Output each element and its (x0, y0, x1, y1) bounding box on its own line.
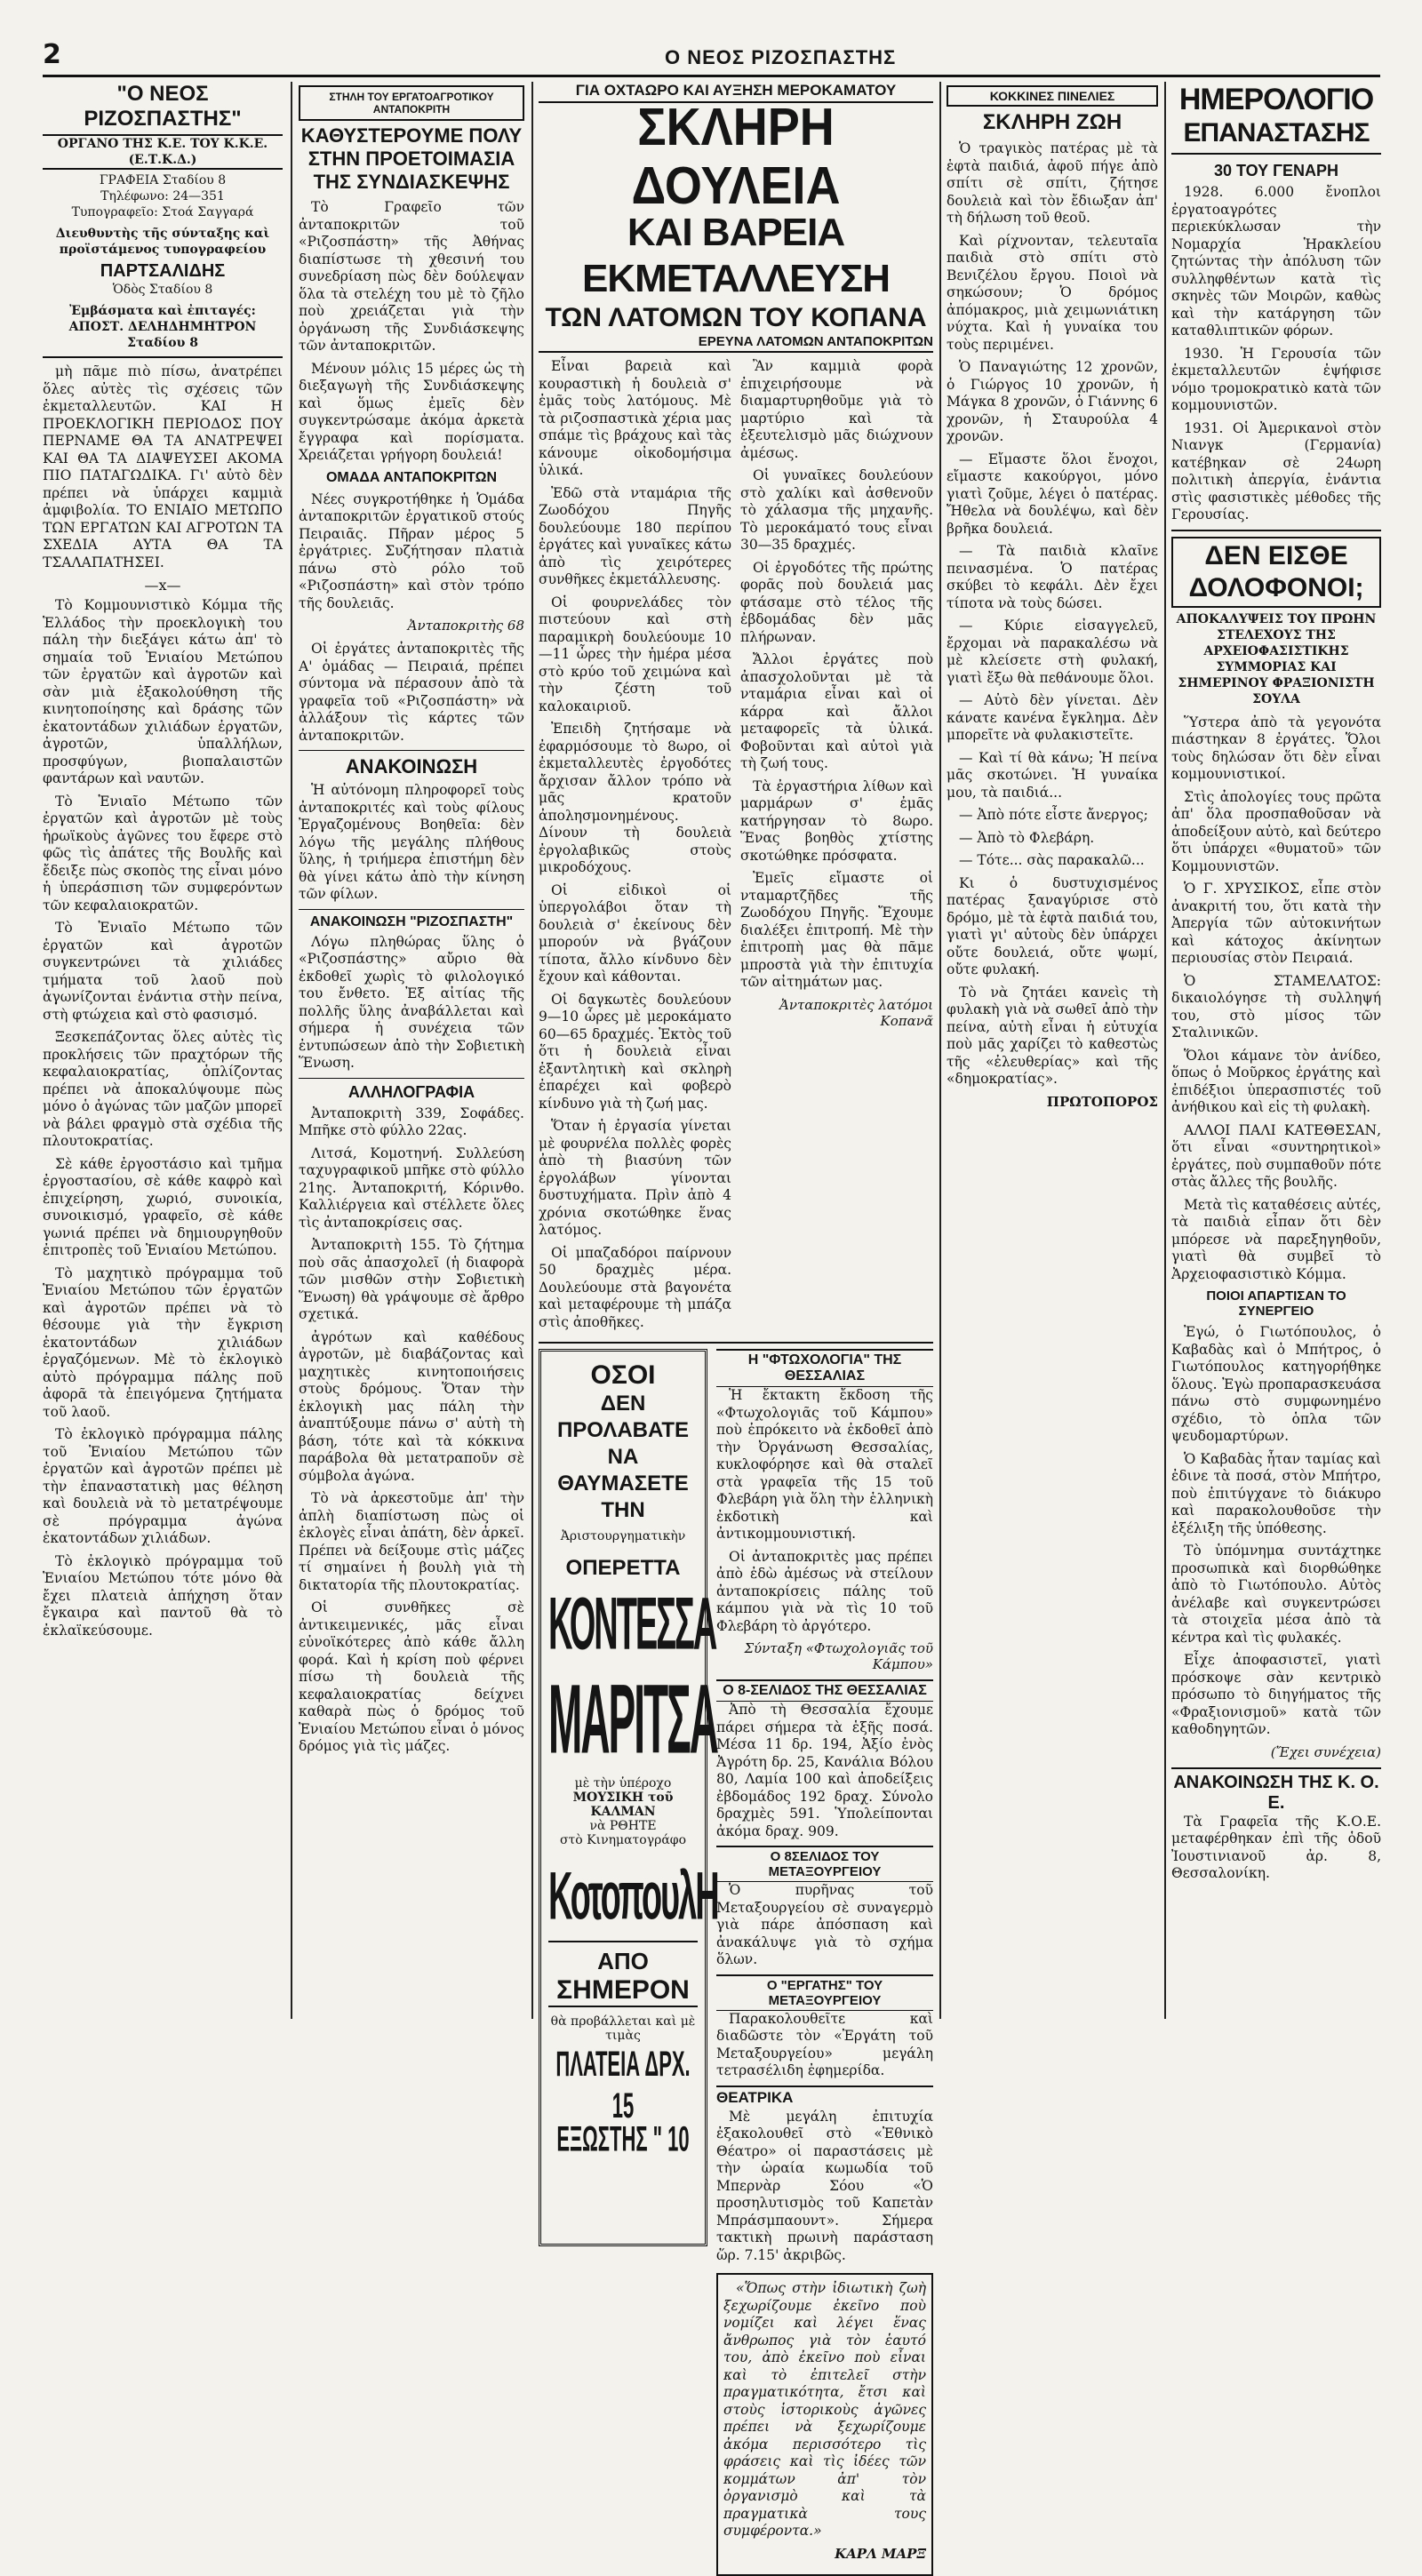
ad-line: ΣΗΜΕΡΟΝ (548, 1975, 698, 2007)
offices: ΓΡΑΦΕΙΑ Σταδίου 8 (99, 173, 227, 187)
divider (299, 1078, 524, 1079)
ad-line: μὲ τὴν ὑπέροχο (574, 1776, 672, 1790)
column-rule (291, 82, 292, 2019)
headline-2: ΚΑΙ ΒΑΡΕΙΑ ΕΚΜΕΤΑΛΛΕΥΣΗ (581, 211, 891, 300)
paragraph: Ἀπὸ τὴ Θεσσαλία ἔχουμε πάρει σήμερα τὰ ἑξῆς ποσά. Μέσα 11 δρ. 194, Ἀξίο ἐνὸς Ἀγρότη δρ. 25, Κανάλια Βόλου 80, Λαμία 100 καὶ ἀποδείξεις ἐβδομάδος 192 δραχ. Σύνολο δραχμὲς 591. Ὑπολείπονται ἀκόμα δραχ. 909. (716, 1702, 933, 1839)
column-4 (947, 82, 1158, 2019)
paragraph: Ὁ Γ. ΧΡΥΣΙΚΟΣ, εἶπε στὸν ἀνακριτή του, ὅτι κατὰ τὴν Ἀπεργία τῶν αὐτοκινήτων καὶ κάτοχος ἀκίνητων περιουσίας στὸν Πειραιά. (1171, 881, 1381, 966)
paragraph: Τὸ νὰ ζητάει κανεὶς τὴ φυλακὴ γιὰ νὰ σωθεῖ ἀπὸ τὴν πείνα, αὐτὴ εἶναι ἡ εὐτυχία ποὺ μᾶς χαρίζει τὸ καθεστὼς τῆς «ἐλευθερίας» καὶ τῆς «δημοκρατίας». (947, 984, 1158, 1087)
article-body (539, 358, 933, 1336)
ad-venue: ΚοτοπουλΗ (548, 1860, 718, 1935)
calendar-entry: 1930. Ἡ Γερουσία τῶν ἐκμεταλλευτῶν ἐψήφισε νόμο τρομοκρατικὸ κατὰ τῶν κομμουνιστῶν. (1171, 345, 1381, 413)
paragraph: Τὰ ἐργαστήρια λίθων καὶ μαρμάρων σ' ἐμᾶς κατήργησαν τὸ 8ωρο. Ἕνας βοηθὸς χτίστης σκοτώθηκε πρόσφατα. (740, 778, 933, 864)
paragraph: Οἱ ἐργοδότες τῆς πρώτης φορᾶς ποὺ δουλειά μας φτάσαμε στὸ τέλος τῆς ἐβδομάδας δὲν μᾶς πλήρωναν. (740, 559, 933, 645)
subheading: Ο 8-ΣΕΛΙΔΟΣ ΤΗΣ ΘΕΣΣΑΛΙΑΣ (716, 1679, 933, 1702)
paragraph: Ὕστερα ἀπὸ τὰ γεγονότα πιάστηκαν 8 ἐργάτες. Ὅλοι τοὺς δηλώσαν ὅτι δὲν εἶναι κομμουνιστικοί. (1171, 714, 1381, 782)
subheading: ΘΕΑΤΡΙΚΑ (716, 2086, 933, 2109)
headline-3: ΤΩΝ ΛΑΤΟΜΩΝ ΤΟΥ ΚΟΠΑΝΑ (545, 303, 927, 332)
calendar-entry: 1931. Οἱ Ἀμερικανοὶ στὸν Νιανγκ (Γερμανία) κατέβηκαν σὲ 24ωρη πολιτικὴ ἀπεργία, ἐνάντια στὶς φασιστικὲς μέθοδες τῆς Γερουσίας. (1171, 419, 1381, 522)
headline-sub: ΑΠΟΚΑΛΥΨΕΙΣ ΤΟΥ ΠΡΩΗΝ ΣΤΕΛΕΧΟΥΣ ΤΗΣ ΑΡΧΕΙΟΦΑΣΙΣΤΙΚΗΣ ΣΥΜΜΟΡΙΑΣ ΚΑΙ ΣΗΜΕΡΙΝΟΥ ΦΡΑΞΙΟΝΙΣΤΗ ΣΟΥΛΑ (1176, 611, 1377, 706)
paragraph: — Εἴμαστε ὅλοι ἔνοχοι, εἴμαστε κακούργοι, μόνο γιατὶ ζοῦμε, λέγει ὁ πατέρας. Ἤθελα νὰ δουλέψω, καὶ δὲν βρῆκα δουλειά. (947, 451, 1158, 537)
paragraph: Οἱ εἰδικοὶ οἱ ὑπεργολάβοι ὅταν τὴ δουλειὰ σ' ἐκείνους δὲν μπορούν νὰ βγάζουν τίποτα, ἄλλο κίνδυνο δὲν ἔχουν καὶ κάθονται. (539, 881, 731, 985)
headline: ΣΤΗΝ ΠΡΟΕΤΟΙΜΑΣΙΑ ΤΗΣ ΣΥΝΔΙΑΣΚΕΨΗΣ (308, 148, 515, 193)
paragraph: Τὸ νὰ ἀρκεστοῦμε ἀπ' τὴν ἀπλὴ διαπίστωση πὼς οἱ ἐκλογὲς εἶναι ἀπάτη, δὲν ἀρκεῖ. Πρέπει νὰ δείξουμε στὶς μάζες τί σημαίνει ἡ βουλὴ γιὰ τὴ δικτατορία τῆς πλουτοκρατίας. (299, 1490, 524, 1593)
paragraph: Λιτσά, Κομοτηνή. Συλλεύση ταχυγραφικοῦ μπῆκε στὸ φύλλο 21ης. Ἀνταποκριτή, Κόρινθο. Καλλιέργεια καὶ στέλλετε ὅλες τὶς ἀνταποκρίσεις σας. (299, 1144, 524, 1231)
ad-line: θὰ προβάλλεται καὶ μὲ (550, 2014, 696, 2029)
paragraph: Οἱ φουρνελάδες τὸν πιστεύουν καὶ στὴ παραμικρὴ δουλεύουμε 10—11 ὧρες τὴν ἡμέρα μέσα στὸ κρύο τοῦ χειμώνα καὶ τὴν ζέστη τοῦ καλοκαιριοῦ. (539, 594, 731, 714)
quote-box (716, 2273, 933, 2576)
paragraph: Εἶχε ἀποφασιστεῖ, γιατὶ πρόσκοψε σὰν κεντρικὸ πρόσωπο τὸ διηγήματος τῆς «Φραξιονισμοῦ» κατὰ τῶν καθοδηγητῶν. (1171, 1652, 1381, 1737)
subheading: ΑΝΑΚΟΙΝΩΣΗ (345, 755, 478, 778)
signature: Ἀνταποκριτὴς 68 (407, 618, 524, 634)
remittance-line: Ἐμβάσματα καὶ ἐπιταγές: ΑΠΟΣΤ. ΔΕΛΗΔΗΜΗΤΡΟΝ Σταδίου 8 (68, 304, 257, 350)
paragraph: — Τότε... σὰς παρακαλῶ... (959, 852, 1145, 868)
paragraph: Τὸ Ἑνιαῖο Μέτωπο τῶν ἐργατῶν καὶ ἀγροτῶν μὲ τοὺς ἡρωϊκοὺς ἀγῶνες του ἔφερε στὸ φῶς τὶς ἀπάτες τῆς Βουλῆς καὶ ἔδειξε πὼς σκοπὸς της εἶναι μόνο ἡ ὑπεράσπιση τῶν συμφερόντων τῶν κεφαλαιοκρατῶν. (43, 793, 283, 913)
ad-title-2: ΜΑΡΙΤΣΑ (548, 1663, 717, 1774)
paragraph: Ἐδῶ στὰ νταμάρια τῆς Ζωοδόχου Πηγῆς δουλεύουμε 180 περίπου ἐργάτες καὶ γυναῖκες κάτω ἀπὸ τὶς χειρότερες συνθῆκες ἐκμετάλλευσης. (539, 484, 731, 587)
paragraph: Τὰ Γραφεῖα τῆς Κ.Ο.Ε. μεταφέρθηκαν ἐπὶ τῆς ὁδοῦ Ἰουστινιανοῦ ἀρ. 8, Θεσσαλονίκη. (1171, 1813, 1381, 1881)
publication-info (43, 82, 283, 358)
ad-line: ΟΣΟΙ (590, 1360, 656, 1390)
paragraph: Ἡ ἔκτακτη ἔκδοση τῆς «Φτωχολογιᾶς τοῦ Κάμπου» ποὺ ἐπρόκειτο νὰ ἐκδοθεῖ ἀπὸ τὴν Ὀργάνωση Θεσσαλίας, κυκλοφόρησε καὶ θὰ σταλεῖ στὰ γραφεῖα τῆς 15 τοῦ Φλεβάρη γιὰ ὅλη τὴν ἑλληνικὴ ἐκδοτικὴ καὶ ἀντικομμουνιστική. (716, 1387, 933, 1542)
headline: ΔΕΝ ΕΙΣΘΕ ΔΟΛΟΦΟΝΟΙ; (1171, 537, 1381, 608)
ad-line: ΑΠΟ (548, 1941, 698, 1975)
column-rule (531, 82, 533, 2019)
paragraph: Τὸ ἐκλογικὸ πρόγραμμα πάλης τοῦ Ἑνιαίου Μετώπου τῶν ἐργατῶν καὶ ἀγροτῶν πρέπει μὲ τὴν ἐπαναστατικὴ μας θέληση καὶ δουλειὰ νὰ τὸ μετατρέψουμε σὲ πρόγραμμα ἀγώνα ἑκατοντάδων χιλιάδων. (43, 1426, 283, 1546)
headline: ΚΑΘΥΣΤΕΡΟΥΜΕ ΠΟΛΥ (300, 124, 523, 147)
paragraph: — Ἀπὸ πότε εἶστε ἄνεργος; (959, 807, 1148, 823)
paragraph: Οἱ ἀνταποκριτὲς μας πρέπει ἀπὸ ἐδὼ ἀμέσως νὰ στείλουν ἀνταποκρίσεις πάλης τοῦ κάμπου γιὰ νὰ τὶς 10 τοῦ Φλεβάρη τὸ ἀργότερο. (716, 1548, 933, 1634)
subheading: ΑΛΛΗΛΟΓΡΑΦΙΑ (348, 1082, 475, 1101)
paragraph: Καὶ ρίχνονταν, τελευταῖα παιδιὰ στὸ σπίτι στὸ Βενιζέλου ἔργου. Ποιοὶ νὰ σηκώσουν; Ὁ δρόμος ἀπόμακρος, μιὰ χειμωνιάτικη νύχτα. Καὶ ἡ γυναίκα του τοὺς περιμένει. (947, 232, 1158, 353)
divider (1171, 530, 1381, 531)
phone: Τηλέφωνο: 24—351 (100, 189, 225, 203)
paragraph: Τὸ Γραφεῖο τῶν ἀνταποκριτῶν τοῦ «Ριζοσπάστη» τῆς Ἀθήνας διαπίστωσε τὴ χθεσινή του συνεδρίαση πὼς δὲν δούλεψαν ὅλα τὰ στελέχη του μὲ τὸ ζῆλο ποὺ χρειάζεται γιὰ τὴν ὀργάνωση τῆς Συνδιάσκεψης τῶν ἀνταποκριτῶν. (299, 199, 524, 354)
lower-section (539, 1349, 933, 2576)
paragraph: Ὁ ΣΤΑΜΕΛΑΤΟΣ: δικαιολόγησε τὴ συλληψή του, στὸ μίσος τῶν Σταλινικῶν. (1171, 972, 1381, 1041)
ad-price: ΕΞΩΣΤΗΣ " 10 (556, 2118, 690, 2159)
paragraph: Ὁ Καβαδὰς ἦταν ταμίας καὶ ἐδινε τὰ ποσά, στὸν Μπήτρο, ποὺ ἐπιτύγχανε τὸ διάκυρο καὶ παρακολουθοῦσε τὴν ἐξέλιξη τῆς ὑπόθεσης. (1171, 1450, 1381, 1536)
printshop: Τυπογραφεῖο: Στοά Σαγγαρά (71, 205, 254, 219)
signature: Ἀνταποκριτὲς λατόμοι Κοπανᾶ (779, 996, 933, 1029)
headline-1: ΣΚΛΗΡΗ ΔΟΥΛΕΙΑ (631, 98, 841, 215)
section-header: ΣΤΗΛΗ ΤΟΥ ΕΡΓΑΤΟΑΓΡΟΤΙΚΟΥ ΑΝΤΑΠΟΚΡΙΤΗ (299, 85, 524, 121)
paragraph: — Καὶ τί θὰ κάνω; Ἡ πείνα μᾶς σκοτώνει. Ἡ γυναίκα μου, τὰ παιδιά... (947, 749, 1158, 801)
ad-price: ΠΛΑΤΕΙΑ ΔΡΧ. 15 (555, 2044, 691, 2125)
director-name: ΠΑΡΤΣΑΛΙΔΗΣ (100, 261, 226, 281)
subheading: Η "ΦΤΩΧΟΛΟΓΙΑ" ΤΗΣ ΘΕΣΣΑΛΙΑΣ (716, 1349, 933, 1387)
subheading: ΑΝΑΚΟΙΝΩΣΗ ΤΗΣ Κ. Ο. Ε. (1171, 1767, 1381, 1814)
paragraph: Ἀνταποκριτὴ 339, Σοφάδες. Μπῆκε στὸ φύλλο 22ας. (299, 1105, 524, 1138)
paragraph: Οἱ συνθῆκες σὲ ἀντικειμενικές, μᾶς εἶναι εὐνοϊκότερες ἀπὸ κάθε ἄλλη φορά. Καὶ ἡ κρίση ποὺ φέρνει πίσω τὴ δουλειὰ τῆς κεφαλαιοκρατίας δείχνει καθαρὰ πὼς ὁ δρόμος τοῦ Ἑνιαίου Μετώπου εἶναι ὁ μόνος δρόμος γιὰ τὶς μάζες. (299, 1599, 524, 1754)
paragraph: — Τὰ παιδιὰ κλαῖνε πεινασμένα. Ὁ πατέρας σκύβει τὸ κεφάλι. Δὲν ἔχει τίποτα νὰ τοὺς δώσει. (947, 543, 1158, 611)
article-col-right (740, 358, 933, 1336)
director-address: Ὁδὸς Σταδίου 8 (112, 283, 213, 297)
paragraph: Οἱ γυναῖκες δουλεύουν στὸ χαλίκι καὶ ἀσθενοῦν τὸ χάλασμα τῆς μηχανῆς. Τὸ μεροκάματό τους εἶναι 30—35 δραχμές. (740, 467, 933, 553)
ad-line: ΝΑ ΘΑΥΜΑΣΕΤΕ (557, 1445, 689, 1495)
ad-line: νὰ ΡΘΗΤΕ (589, 1819, 657, 1833)
divider (299, 909, 524, 910)
subheading: ΑΝΑΚΟΙΝΩΣΗ "ΡΙΖΟΣΠΑΣΤΗ" (309, 913, 514, 929)
paragraph: Νέες συγκροτήθηκε ἡ Ὁμάδα ἀνταποκριτῶν ἐργατικοῦ στούς Πειραιᾶς. Πῆραν μέρος 5 ἐργάτριες. Συζήτησαν πλατιὰ πάνω στὸ ρόλο τοῦ «Ριζοσπάστη» καὶ στὸν τρόπο τῆς δουλειᾶς. (299, 490, 524, 611)
paragraph: Ὁ τραγικὸς πατέρας μὲ τὰ ἑφτὰ παιδιά, ἀφοῦ πήγε ἀπὸ σπίτι σὲ σπίτι, ζήτησε δουλειὰ καὶ τὸν ἔδιωξαν ἀπ' τὴ δήλωση τοῦ θεοῦ. (947, 140, 1158, 226)
subheading: ΟΜΑΔΑ ΑΝΤΑΠΟΚΡΙΤΩΝ (325, 469, 498, 485)
masthead (43, 39, 1380, 77)
column-5 (1171, 82, 1381, 2019)
paragraph: Οἱ δαγκωτὲς δουλεύουν 9—10 ὧρες μὲ μεροκάματο 60—65 δραχμές. Ἐκτὸς τοῦ ὅτι ἡ δουλειὰ εἶναι ἐξαντλητικὴ καὶ σκληρὴ ἐπαρέχει καὶ φοβερὸ κίνδυνο γιὰ τὴ ζωή μας. (539, 991, 731, 1112)
paragraph: Τὸ ἐκλογικὸ πρόγραμμα τοῦ Ἑνιαίου Μετώπου τότε μόνο θὰ ἔχει πλατειὰ ἀπήχηση ὅταν ἔγκαιρα καὶ παντοῦ θὰ τὸ ἐκλαϊκεύσουμε. (43, 1552, 283, 1639)
paper-title: "Ο ΝΕΟΣ ΡΙΖΟΣΠΑΣΤΗΣ" (84, 82, 242, 131)
continuation-note: (Ἔχει συνέχεια) (1270, 1743, 1381, 1760)
paragraph: Μένουν μόλις 15 μέρες ὡς τὴ διεξαγωγὴ τῆς Συνδιάσκεψης καὶ ὅμως ἐμεῖς δὲν συγκεντρώσαμε ἀκόμα ἀρκετὰ ἔγγραφα καὶ πορίσματα. Χρειάζεται γρήγορη δουλειά! (299, 360, 524, 463)
paragraph: Οἱ μπαζαδόροι παίρνουν 50 δραχμὲς μέρα. Δουλεύουμε στὰ βαγονέτα καὶ μεταφέρουμε τὴ μπάζα στὶς ἀποθῆκες. (539, 1244, 731, 1330)
signature: ΠΡΩΤΟΠΟΡΟΣ (1046, 1093, 1158, 1110)
ad-line: στὸ Κινηματογράφο (559, 1833, 687, 1847)
ad-line: ΟΠΕΡΕΤΤΑ (565, 1556, 681, 1580)
article-col-left (539, 358, 731, 1336)
paragraph: Ἂν καμμιὰ φορὰ ἐπιχειρήσουμε νὰ διαμαρτυρηθοῦμε γιὰ τὸ μαρτύριο καὶ τὰ ἐξευτελισμὸ μᾶς διώχνουν ἀμέσως. (740, 358, 933, 461)
paragraph: Μὲ μεγάλη ἐπιτυχία ἐξακολουθεῖ στὸ «Ἐθνικὸ Θέατρο» οἱ παραστάσεις μὲ τὴν ὡραία κωμωδία τοῦ Μπερνὰρ Σόου «Ὁ προσηλυτισμὸς τοῦ Καπετὰν Μπράσμπαουντ». Σήμερα τακτικὴ πρωινὴ παράσταση ὥρ. 7.15' ἀκριβῶς. (716, 2108, 933, 2263)
paragraph: Τὸ Κομμουνιστικὸ Κόμμα τῆς Ἑλλάδος τὴν προεκλογικὴ του πάλη τὴν διεξάγει κάτω ἀπ' τὸ σημαία τοῦ Ἑνιαίου Μετώπου τῶν ἐργατῶν καὶ ἀγροτῶν καὶ σὰν μιὰ ἐξακολούθηση τῆς κινητοποίησης καὶ δράσης τῶν ἑκατοντάδων χιλιάδων ἐργατῶν, ἀγροτῶν, ὑπαλλήλων, προσφύγων, βιοπαλαιστῶν φαντάρων καὶ ναυτῶν. (43, 597, 283, 786)
paragraph: Ἐγώ, ὁ Γιωτόπουλος, ὁ Καβαδὰς καὶ ὁ Μπήτρος, ὁ Γιωτόπουλος κατηγορήθηκε ὅλους. Ἐγὼ προπαρασκευάσα πάνω στὸ συμφωνημένο σχέδιο, τὸ ὁπλα τῶν ψευδομαρτύρων. (1171, 1324, 1381, 1444)
director-line: Διευθυντὴς τῆς σύνταξης καὶ προϊστάμενος τυπογραφείου (55, 227, 270, 257)
subhead: ΕΡΕΥΝΑ ΛΑΤΟΜΩΝ ΑΝΤΑΠΟΚΡΙΤΩΝ (539, 334, 933, 353)
calendar-entry: 1928. 6.000 ἔνοπλοι ἐργατοαγρότες περιεκύκλωσαν τὴν Νομαρχία Ἡρακλείου ζητώντας τὴν ἀπόλυση τῶν συλληφθέντων κατὰ τὶς σκηνὲς τῶν Μοιρῶν, καθὼς καὶ τὴν κατάργηση τῶν καταθλιπτικῶν φόρων. (1171, 184, 1381, 339)
ad-title-1: ΚΟΝΤΕΣΣΑ (548, 1583, 716, 1667)
paragraph: — Αὐτὸ δὲν γίνεται. Δὲν κάνατε κανένα ἔγκλημα. Δὲν μπορεῖτε νὰ φυλακιστεῖτε. (947, 692, 1158, 743)
paragraph: Ἡ αὐτόνομη πληροφορεῖ τοὺς ἀνταποκριτές καὶ τοὺς φίλους Ἐργαζομένους Βοηθεῖα: δὲν λόγω τῆς μεγάλης πλήθους ὕλης, ἡ τριήμερα ἐπιστήμη δὲν θὰ γίνει κάτω ἀπὸ τὴν κίνηση τῶν φίλων. (299, 782, 524, 902)
notices-column (716, 1349, 933, 2576)
ad-line: ΔΕΝ ΠΡΟΛΑΒΑΤΕ (556, 1392, 690, 1442)
ad-line: τιμὰς (605, 2029, 641, 2043)
calendar-title: ΗΜΕΡΟΛΟΓΙΟ (1178, 83, 1374, 116)
paragraph: Εἶναι βαρειὰ καὶ κουραστικὴ ἡ δουλειὰ σ' ἐμᾶς τοὺς λατόμους. Μὲ τὰ ριζοσπαστικὰ χέρια μας σπάμε τὶς βράχους καὶ τὰς κάνουμε οἰκοδομήσιμα ὑλικά. (539, 358, 731, 478)
paragraph: Ξεσκεπάζοντας ὅλες αὐτὲς τὶς προκλήσεις τῶν πραχτόρων τῆς κεφαλαιοκρατίας, ὁπλίζοντας πρέπει νὰ ἀποκαλύψουμε πὼς μόνο ὁ ἀγώνας τῶν μαζῶν μπορεῖ νὰ βάλει φραγμὸ στὰ σχέδια τῆς πλουτοκρατίας. (43, 1029, 283, 1149)
article-title: ΣΚΛΗΡΗ ΖΩΗ (982, 110, 1122, 134)
paragraph: Ἐμεῖς εἴμαστε οἱ νταμαρτζῆδες τῆς Ζωοδόχου Πηγῆς. Ἔχουμε διαλέξει ἐπιτροπή. Μὲ τὴν ἐπιτροπὴ μας θὰ πᾶμε μπροστὰ γιὰ τὴν ἐπιτυχία τῶν αἰτημάτων μας. (740, 870, 933, 990)
paragraph: Ὅλοι κάμανε τὸν ἀνίδεο, ὅπως ὁ Μοῦρκος ἐργάτης καὶ ἐπιδέξιοι ὑπερασπιστές τοῦ ἀνήθικου καὶ εἰς τὴ φυλακὴ. (1171, 1047, 1381, 1115)
column-1 (43, 82, 283, 2019)
paragraph: Ὁ πυρῆνας τοῦ Μεταξουργείου σὲ συναγερμὸ γιὰ πάρε ἀπόσπαση καὶ ἀνακάλυψε γιὰ τὸ σχήμα ὅλων. (716, 1882, 933, 1967)
paragraph: Λόγω πληθώρας ὕλης ὁ «Ριζοσπάστης» αὔριο θὰ ἐκδοθεῖ χωρὶς τὸ φιλολογικό του ἔνθετο. Ἐξ αἰτίας τῆς πολλῆς ὕλης ἀναβάλλεται καὶ σήμερα ἡ συνέχεια τῶν ἐντυπώσεων ἀπὸ τὴν Σοβιετικὴ Ἕνωση. (299, 933, 524, 1071)
subheading: ΠΟΙΟΙ ΑΠΑΡΤΙΣΑΝ ΤΟ ΣΥΝΕΡΓΕΙΟ (1206, 1288, 1346, 1319)
paragraph: Τὸ Ἑνιαῖο Μέτωπο τῶν ἐργατῶν καὶ ἀγροτῶν συγκεντρώνει τὰ χιλιάδες τμήματα τοῦ λαοῦ ποὺ ἀγωνίζονται ἐνάντια στὴν πείνα, στὴ φτώχεια καὶ στὸ φασισμό. (43, 920, 283, 1023)
column-2 (299, 82, 524, 2019)
column-3 (539, 82, 933, 2562)
kicker: ΓΙΑ ΟΧΤΑΩΡΟ ΚΑΙ ΑΥΞΗΣΗ ΜΕΡΟΚΑΜΑΤΟΥ (539, 82, 933, 103)
calendar-title: ΕΠΑΝΑΣΤΑΣΗΣ (1171, 117, 1381, 155)
paragraph: Ὁ Παναγιώτης 12 χρονῶν, ὁ Γιώργος 10 χρονῶν, ἡ Μάγκα 8 χρονῶν, ὁ Γιάννης 6 χρονῶν, ἡ Σταυρούλα 4 χρονῶν. (947, 359, 1158, 444)
paragraph: Ἐπειδὴ ζητήσαμε νὰ ἐφαρμόσουμε τὸ 8ωρο, οἱ ἐκμεταλλευτὲς ἐργοδότες ἄρχισαν ἄλλον τρόπο νὰ μᾶς κρατοῦν ἀπολησμονημένους. Δίνουν τὴ δουλειὰ ἐργολαβικῶς στοὺς μικροδόχους. (539, 721, 731, 875)
lead-paragraph: μὴ πᾶμε πιὸ πίσω, ἀνατρέπει ὅλες αὐτὲς τὶς σχέσεις τῶν ἐκμεταλλευτῶν. ΚΑΙ Η ΠΡΟΕΚΛΟΓΙΚΗ ΠΕΡΙΟΔΟΣ ΠΟΥ ΠΕΡΝΑΜΕ ΘΑ ΤΑ ΑΝΑΤΡΕΨΕΙ ΚΑΙ ΘΑ ΤΑ ΔΙΑΨΕΥΣΕΙ ΑΚΟΜΑ ΠΙΟ ΠΑΤΑΓΩΔΙΚΑ. Γι' αὐτὸ δὲν πρέπει νὰ ὑπάρχει καμμιὰ ἀμφιβολία. ΤΟ ΕΝΙΑΙΟ ΜΕΤΩΠΟ ΤΩΝ ΕΡΓΑΤΩΝ ΚΑΙ ΑΓΡΟΤΩΝ ΤΑ ΣΧΕΔΙΑ ΑΥΤΑ ΘΑ ΤΑ ΤΣΑΛΑΠΑΤΗΣΕΙ. (43, 363, 283, 570)
paragraph: ἀγρότων καὶ καθέδους ἀγροτῶν, μὲ διαβάζοντας καὶ μαχητικὲς κινητοποιήσεις στοὺς δρόμους. Ὅταν τὴν ἐκλογικὴ μας πάλη τὴν ἀναπτύξουμε πάνω σ' αὐτὴ τὴ βάση, τότε καὶ τὰ κόκκινα παράβολα θὰ μετατραποῦν σὲ σύμβολα ἀγώνα. (299, 1328, 524, 1484)
paragraph: Σὲ κάθε ἐργοστάσιο καὶ τμῆμα ἐργοστασίου, σὲ κάθε καφρὸ καὶ ἐπιχείρηση, χωριό, συνοικία, συνοικισμό, γραφεῖο, σὲ κάθε γωνιά πρέπει νὰ δημιουργηθοῦν ἐπιτροπὲς τοῦ Ἑνιαίου Μετώπου. (43, 1155, 283, 1258)
column-rule (939, 82, 941, 2019)
masthead-title: Ο ΝΕΟΣ ΡΙΖΟΣΠΑΣΤΗΣ (665, 46, 897, 68)
divider (539, 1342, 933, 1344)
calendar-date: 30 ΤΟΥ ΓΕΝΑΡΗ (1213, 162, 1339, 179)
signature: Σύνταξη «Φτωχολογιᾶς τοῦ Κάμπου» (744, 1640, 933, 1672)
paragraph: Ἄλλοι ἐργάτες ποὺ ἀπασχολοῦνται μὲ τὰ νταμάρια εἶναι καὶ οἱ κάρρα καὶ ἄλλοι μεταφορεῖς τὰ ὑλικά. Φοβοῦνται καὶ αὐτοὶ γιὰ τὴ ζωή τους. (740, 651, 933, 771)
paragraph: Κι ὁ δυστυχισμένος πατέρας ξαναγύρισε στὸ δρόμο, μὲ τὰ ἑφτὰ παιδιά του, γιατὶ γι' αὐτοὺς δὲν ὑπάρχει οὔτε δουλειά, οὔτε ψωμί, οὔτε φυλακή. (947, 874, 1158, 977)
paragraph: Τὸ ὑπόμνημα συντάχτηκε προσωπικὰ καὶ διορθώθηκε ἀπὸ τὸ Γιωτόπουλο. Αὐτὸς ἀνέλαβε καὶ συγκεντρώσει τὰ στοιχεῖα μέσα ἀπὸ τὰ κέντρα καὶ τὶς φυλακές. (1171, 1543, 1381, 1646)
divider (299, 750, 524, 751)
quote-signature: ΚΑΡΛ ΜΑΡΞ (835, 2545, 926, 2562)
paragraph: Οἱ ἐργάτες ἀνταποκριτὲς τῆς Α' ὁμάδας — Πειραιά, πρέπει σύντομα νὰ πέρασουν ἀπὸ τὰ γραφεῖα τοῦ «Ριζοσπάστη» νὰ ἀλλάξουν τὶς κάρτες τῶν ἀνταποκριτῶν. (299, 641, 524, 744)
paragraph: Ὅταν ἡ ἐργασία γίνεται μὲ φουρνέλα πολλὲς φορὲς ἀπὸ τὴ βιασύνη τῶν ἐργολάβων γίνονται δυστυχήματα. Πρὶν ἀπὸ 4 χρόνια σκοτώθηκε ἕνας λατόμος. (539, 1118, 731, 1238)
quote-text: «Ὅπως στὴν ἰδιωτικὴ ζωὴ ξεχωρίζουμε ἐκεῖνο ποὺ νομίζει καὶ λέγει ἕνας ἄνθρωπος γιὰ τὸν ἑαυτό του, ἀπὸ ἐκεῖνο ποὺ εἶναι καὶ τὸ ἐπιτελεῖ στὴν πραγματικότητα, ἔτσι καὶ στοὺς ἱστορικοὺς ἀγῶνες πρέπει νὰ ξεχωρίζουμε ἀκόμα περισσότερο τὶς φράσεις καὶ τὶς ἰδέες τῶν κομμάτων ἀπ' τὸν ὀργανισμὸ καὶ τὰ πραγματικὰ τους συμφέροντα.» (723, 2280, 926, 2539)
ad-line: Ἀριστουργηματικὴν (560, 1529, 686, 1543)
paragraph: Παρακολουθεῖτε καὶ διαδῶστε τὸν «Ἐργάτη τοῦ Μεταξουργείου» μεγάλη τετρασέλιδη ἐφημερίδα. (716, 2010, 933, 2078)
paragraph: Τὸ μαχητικὸ πρόγραμμα τοῦ Ἑνιαίου Μετώπου τῶν ἐργατῶν καὶ ἀγροτῶν πρέπει νὰ τὸ θέσουμε γιὰ τὴν ἔγκριση ἑκατοντάδων χιλιάδων ἐργαζόμενων. Μὲ τὸ ἐκλογικὸ αὐτὸ πρόγραμμα πάλης ποῦ ἀφορᾶ τὰ ἐπειγόμενα ζητήματα τοῦ λαοῦ. (43, 1264, 283, 1420)
paragraph: ΑΛΛΟΙ ΠΑΛΙ ΚΑΤΕΘΕΣΑΝ, ὅτι εἶναι «συντηρητικοὶ» ἐργάτες, ποὺ συμπαθοῦν πότε στὰς ἄλλες τῆς βουλῆς. (1171, 1121, 1381, 1190)
paragraph: — Ἀπὸ τὸ Φλεβάρη. (959, 829, 1095, 846)
paragraph: Στὶς ἀπολογίες τους πρῶτα ἀπ' ὅλα προσπαθοῦσαν νὰ ἀποδείξουν αὐτὸ, καὶ δεύτερο ὅτι ὑπάρχει «θυματοῦ» τῶν Κομμουνιστῶν. (1171, 788, 1381, 874)
organ-line: ΟΡΓΑΝΟ ΤΗΣ Κ.Ε. ΤΟΥ Κ.Κ.Ε. (Ε.Τ.Κ.Δ.) (43, 134, 283, 170)
ad-line: ΜΟΥΣΙΚΗ τοῦ ΚΑΛΜΑΝ (572, 1790, 674, 1819)
cinema-advertisement (539, 1349, 718, 2246)
paragraph: Μετὰ τὶς καταθέσεις αὐτές, τὰ παιδιὰ εἶπαν ὅτι δὲν μπόρεσε νὰ παρεξηγηθοῦν, γιατὶ θὰ συμβεῖ τὸ Ἀρχειοφασιστικὸ Κόμμα. (1171, 1196, 1381, 1282)
paragraph: Ἀνταποκριτὴ 155. Τὸ ζήτημα ποὺ σᾶς ἀπασχολεῖ (ἡ διαφορὰ τῶν μισθῶν στὴν Σοβιετικὴ Ἕνωση) θὰ γράψουμε σὲ ἄρθρο σχετικά. (299, 1237, 524, 1322)
rubric: ΚΟΚΚΙΝΕΣ ΠΙΝΕΛΙΕΣ (947, 85, 1158, 107)
subheading: Ο 8ΣΕΛΙΔΟΣ ΤΟΥ ΜΕΤΑΞΟΥΡΓΕΙΟΥ (716, 1846, 933, 1882)
subheading: Ο "ΕΡΓΑΤΗΣ" ΤΟΥ ΜΕΤΑΞΟΥΡΓΕΙΟΥ (716, 1974, 933, 2011)
paragraph: — Κύριε εἰσαγγελεῦ, ἔρχομαι νὰ παρακαλέσω νὰ μὲ κλείσετε στὴ φυλακή, γιατὶ ἔξω θὰ πεθάνουμε ὅλοι. (947, 618, 1158, 686)
page-number: 2 (43, 39, 61, 70)
divider: —x— (144, 577, 181, 594)
ad-line: ΤΗΝ (601, 1498, 645, 1522)
column-rule (1164, 82, 1166, 2019)
